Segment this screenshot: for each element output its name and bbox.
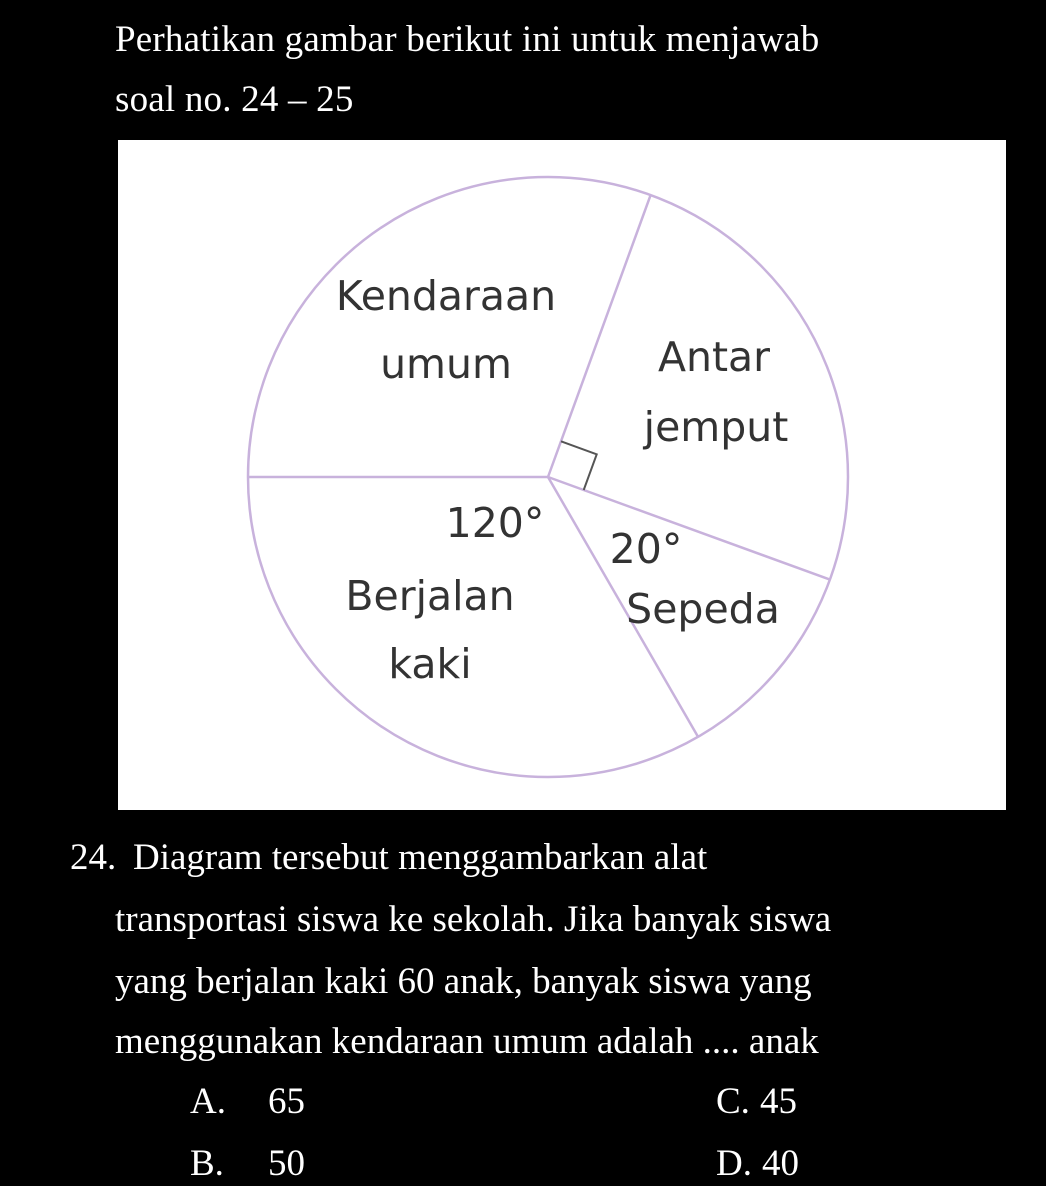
slice-label-sepeda: Sepeda <box>626 585 780 633</box>
slice-label-jemput: jemput <box>643 403 789 451</box>
slice-angle-berjalan-kaki: 120° <box>445 499 545 547</box>
option-c[interactable] <box>716 1080 797 1124</box>
pie-chart-panel <box>118 140 1006 810</box>
option-d-letter: D. <box>716 1143 752 1184</box>
option-c-letter: C. <box>716 1081 750 1122</box>
option-a[interactable] <box>190 1080 305 1124</box>
slice-angle-sepeda: 20° <box>609 525 683 573</box>
option-b-value: 50 <box>268 1143 305 1184</box>
option-d-value: 40 <box>761 1143 799 1184</box>
slice-label-berjalan: Berjalan <box>345 572 515 620</box>
option-a-value: 65 <box>268 1081 305 1122</box>
slice-label-umum: umum <box>380 340 512 388</box>
option-b[interactable] <box>190 1142 305 1186</box>
pie-boundary-line-2 <box>548 195 651 477</box>
instruction-line-1: Perhatikan gambar berikut ini untuk menjawab <box>115 19 820 60</box>
pie-chart <box>118 140 1006 810</box>
question-number: 24. <box>70 837 117 878</box>
option-a-letter: A. <box>190 1081 226 1122</box>
option-c-value: 45 <box>759 1081 797 1122</box>
question-text-line-4: menggunakan kendaraan umum adalah .... anak <box>115 1021 819 1062</box>
slice-label-kendaraan: Kendaraan <box>335 272 557 320</box>
instruction-line-2: soal no. 24 – 25 <box>115 79 354 120</box>
question-text-line-3: yang berjalan kaki 60 anak, banyak siswa yang <box>115 961 812 1002</box>
question-text-line-1: Diagram tersebut menggambarkan alat <box>133 837 708 878</box>
question-text-line-2: transportasi siswa ke sekolah. Jika banyak siswa <box>115 899 832 940</box>
slice-label-antar: Antar <box>657 333 771 381</box>
pie-boundary-line-3 <box>548 477 830 580</box>
option-b-letter: B. <box>190 1143 224 1184</box>
option-d[interactable] <box>716 1142 799 1186</box>
slice-label-kaki: kaki <box>388 640 472 688</box>
